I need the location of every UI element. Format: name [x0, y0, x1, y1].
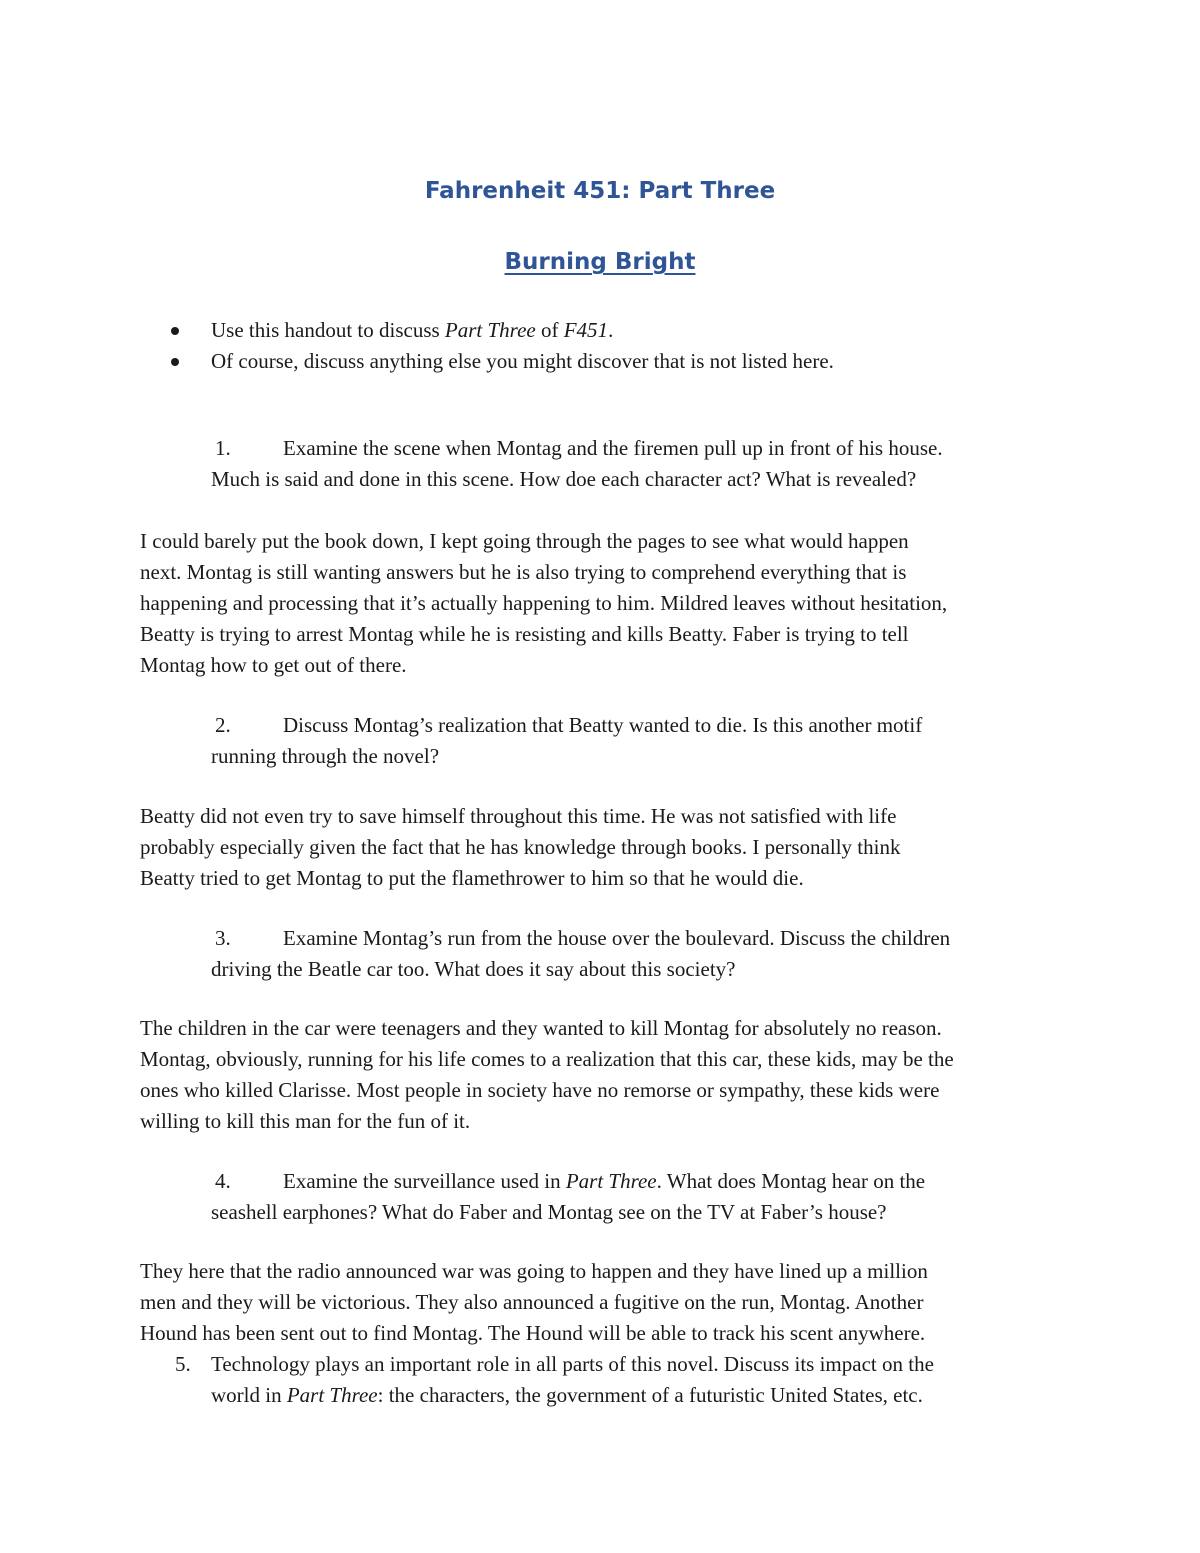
answer-2-line-3: Beatty tried to get Montag to put the flamethrower to him so that he would die. — [140, 866, 804, 890]
question-4-post: . What does Montag hear on the — [656, 1169, 926, 1193]
question-4-line-2: seashell earphones? What do Faber and Montag see on the TV at Faber’s house? — [211, 1200, 887, 1224]
page-title: Fahrenheit 451: Part Three — [424, 178, 776, 204]
answer-3-line-4: willing to kill this man for the fun of it. — [140, 1109, 471, 1133]
answer-1-line-5: Montag how to get out of there. — [140, 653, 407, 677]
answer-2-line-2: probably especially given the fact that he has knowledge through books. I personally think — [140, 835, 901, 859]
question-4-pre: Examine the surveillance used in — [283, 1169, 566, 1193]
question-1-line-1: Examine the scene when Montag and the firemen pull up in front of his house. — [283, 436, 943, 460]
bullet-1-em1: Part Three — [444, 318, 536, 342]
question-2-line-2: running through the novel? — [211, 744, 440, 768]
bullet-1-em2: F451 — [563, 318, 609, 342]
question-3-line-1: Examine Montag’s run from the house over the boulevard. Discuss the children — [283, 926, 951, 950]
question-5-number: 5. — [175, 1352, 191, 1376]
answer-1-line-2: next. Montag is still wanting answers but he is also trying to comprehend everything that is — [140, 560, 907, 584]
answer-2-line-1: Beatty did not even try to save himself throughout this time. He was not satisfied with life — [140, 804, 897, 828]
question-3-line-2: driving the Beatle car too. What does it say about this society? — [211, 957, 736, 981]
question-4-em: Part Three — [565, 1169, 657, 1193]
answer-4-line-2: men and they will be victorious. They also announced a fugitive on the run, Montag. Another — [140, 1290, 924, 1314]
answer-3-line-3: ones who killed Clarisse. Most people in society have no remorse or sympathy, these kids were — [140, 1078, 940, 1102]
answer-3-line-2: Montag, obviously, running for his life comes to a realization that this car, these kids, may be the — [140, 1047, 954, 1071]
bullet-1-post: . — [608, 318, 614, 342]
bullet-dot-1 — [171, 327, 179, 335]
question-5-post: : the characters, the government of a futuristic United States, etc. — [377, 1383, 923, 1407]
question-1-line-2: Much is said and done in this scene. How doe each character act? What is revealed? — [211, 467, 917, 491]
answer-1-line-3: happening and processing that it’s actually happening to him. Mildred leaves without hesitation, — [140, 591, 948, 615]
question-5-pre: world in — [211, 1383, 287, 1407]
bullet-dot-2 — [171, 358, 179, 366]
subtitle-text: Burning Bright — [504, 249, 696, 275]
bullet-1-pre: Use this handout to discuss — [211, 318, 445, 342]
question-1-number: 1. — [215, 436, 231, 460]
answer-1-line-1: I could barely put the book down, I kept going through the pages to see what would happen — [140, 529, 909, 553]
question-5-em: Part Three — [286, 1383, 378, 1407]
question-2-number: 2. — [215, 713, 231, 737]
bullet-item-2: Of course, discuss anything else you might discover that is not listed here. — [211, 349, 834, 373]
page-subtitle — [0, 249, 1200, 275]
question-5-line-2 — [211, 1380, 923, 1411]
bullet-item-1 — [211, 315, 613, 346]
bullet-1-mid: of — [535, 318, 564, 342]
answer-1-line-4: Beatty is trying to arrest Montag while he is resisting and kills Beatty. Faber is trying to tell — [140, 622, 909, 646]
question-4-number: 4. — [215, 1169, 231, 1193]
question-5-line-1: Technology plays an important role in all parts of this novel. Discuss its impact on the — [211, 1352, 934, 1376]
question-4-line-1 — [283, 1166, 925, 1197]
answer-3-line-1: The children in the car were teenagers and they wanted to kill Montag for absolutely no reason. — [140, 1016, 942, 1040]
answer-4-line-1: They here that the radio announced war was going to happen and they have lined up a million — [140, 1259, 928, 1283]
question-3-number: 3. — [215, 926, 231, 950]
question-2-line-1: Discuss Montag’s realization that Beatty wanted to die. Is this another motif — [283, 713, 923, 737]
answer-4-line-3: Hound has been sent out to find Montag. The Hound will be able to track his scent anywhere. — [140, 1321, 926, 1345]
